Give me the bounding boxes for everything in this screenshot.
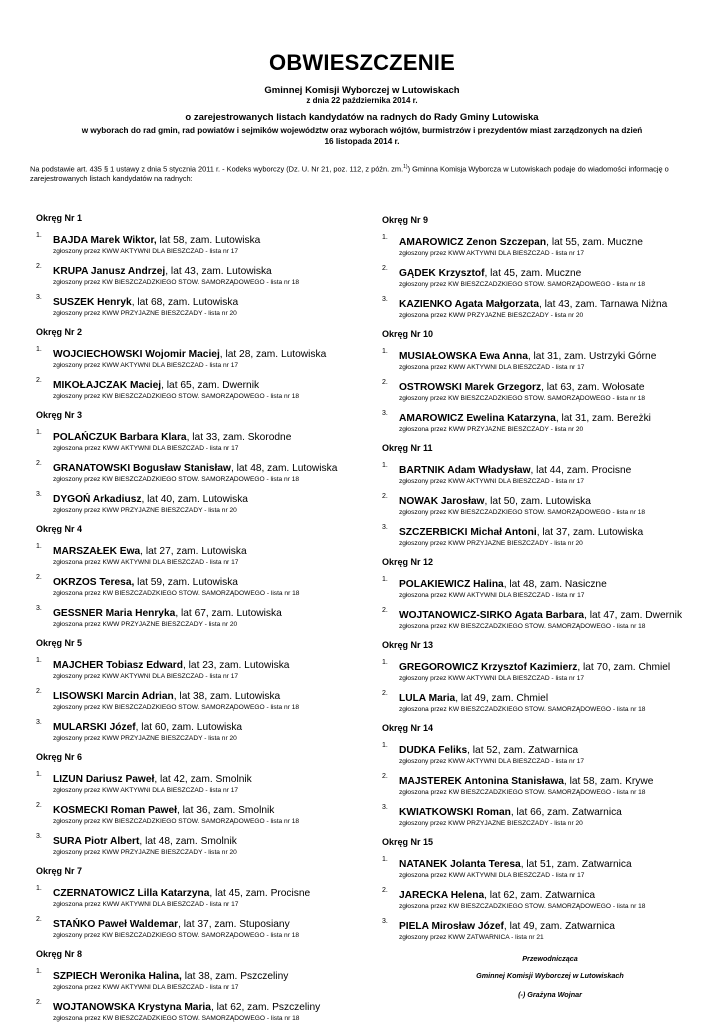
- candidate-name: GRANATOWSKI Bogusław Stanisław: [53, 463, 231, 474]
- candidate-line: [53, 348, 366, 361]
- candidate-line: [53, 690, 366, 703]
- candidate-line: [399, 692, 702, 705]
- candidate-number: 2.: [36, 460, 42, 467]
- candidate-number: 2.: [36, 688, 42, 695]
- candidate-name: KRUPA Janusz Andrzej: [53, 266, 166, 277]
- candidate-name: SZPIECH Weronika Halina,: [53, 971, 182, 982]
- candidate-list: zgłoszona przez KW BIESZCZADZKIEGO STOW. SAMORZĄDOWEGO - lista nr 18: [53, 590, 300, 597]
- candidate-number: 1.: [36, 657, 42, 664]
- candidate-entry: [382, 495, 702, 517]
- candidate-name: KAZIENKO Agata Małgorzata: [399, 299, 539, 310]
- candidate-name: BARTNIK Adam Władysław: [399, 465, 531, 476]
- candidate-number: 3.: [382, 524, 388, 531]
- candidate-list: zgłoszona przez KWW AKTYWNI DLA BIESZCZAD - lista nr 17: [53, 445, 239, 452]
- candidate-line: [53, 296, 366, 309]
- district-heading: Okręg Nr 15: [382, 837, 434, 847]
- candidate-entry: [36, 970, 366, 992]
- candidate-number: 1.: [36, 232, 42, 239]
- candidate-details: , lat 55, zam. Muczne: [546, 237, 643, 248]
- candidate-entry: [36, 773, 366, 795]
- candidate-entry: [36, 234, 366, 256]
- candidate-details: , lat 48, zam. Smolnik: [139, 836, 237, 847]
- district-block: [382, 329, 702, 434]
- candidate-number: 1.: [36, 968, 42, 975]
- candidate-details: , lat 68, zam. Lutowiska: [131, 297, 239, 308]
- footnote-marker: 1): [403, 164, 408, 170]
- candidate-list: zgłoszona przez KW BIESZCZADZKIEGO STOW. SAMORZĄDOWEGO - lista nr 18: [399, 623, 646, 630]
- candidate-list: zgłoszona przez KWW AKTYWNI DLA BIESZCZAD - lista nr 17: [53, 901, 239, 908]
- candidate-entry: [382, 692, 702, 714]
- notice-subject: o zarejestrowanych listach kandydatów na radnych do Rady Gminy Lutowiska: [185, 112, 539, 123]
- candidate-line: [399, 806, 702, 819]
- candidate-number: 2.: [382, 493, 388, 500]
- candidate-line: [399, 609, 702, 622]
- candidate-line: [53, 607, 366, 620]
- candidate-list: zgłoszony przez KW BIESZCZADZKIEGO STOW. SAMORZĄDOWEGO - lista nr 18: [53, 818, 300, 825]
- candidate-list: zgłoszona przez KWW AKTYWNI DLA BIESZCZAD - lista nr 17: [399, 364, 585, 371]
- candidate-name: DUDKA Feliks: [399, 745, 468, 756]
- candidate-entry: [382, 236, 702, 258]
- candidate-number: 1.: [382, 856, 388, 863]
- candidate-details: , lat 60, zam. Lutowiska: [135, 722, 243, 733]
- candidate-line: [53, 234, 366, 247]
- candidate-line: [53, 659, 366, 672]
- candidate-line: [53, 431, 366, 444]
- district-block: [382, 443, 702, 548]
- district-heading: Okręg Nr 14: [382, 723, 434, 733]
- candidate-list: zgłoszona przez KWW AKTYWNI DLA BIESZCZAD - lista nr 17: [399, 872, 585, 879]
- district-block: [36, 866, 366, 940]
- candidate-details: , lat 67, zam. Lutowiska: [175, 608, 282, 619]
- left-column: [36, 213, 366, 1032]
- candidate-list: zgłoszona przez KW BIESZCZADZKIEGO STOW. SAMORZĄDOWEGO - lista nr 18: [399, 706, 646, 713]
- candidate-name: POLAŃCZUK Barbara Klara: [53, 432, 187, 443]
- candidate-details: , lat 70, zam. Chmiel: [577, 662, 671, 673]
- district-heading: Okręg Nr 6: [36, 752, 83, 762]
- candidate-list: zgłoszony przez KWW AKTYWNI DLA BIESZCZAD - lista nr 17: [53, 673, 239, 680]
- candidate-list: zgłoszona przez KW BIESZCZADZKIEGO STOW. SAMORZĄDOWEGO - lista nr 18: [399, 789, 646, 796]
- candidate-number: 2.: [36, 916, 42, 923]
- candidate-list: zgłoszony przez KWW AKTYWNI DLA BIESZCZAD - lista nr 17: [399, 250, 585, 257]
- candidate-name: GĄDEK Krzysztof: [399, 268, 485, 279]
- candidate-list: zgłoszony przez KW BIESZCZADZKIEGO STOW. SAMORZĄDOWEGO - lista nr 18: [399, 509, 646, 516]
- candidate-entry: [382, 806, 702, 828]
- candidate-number: 1.: [36, 543, 42, 550]
- candidate-line: [53, 887, 366, 900]
- candidate-number: 3.: [36, 491, 42, 498]
- candidate-details: , lat 44, zam. Procisne: [530, 465, 632, 476]
- candidate-line: [53, 918, 366, 931]
- intro-text-b: ) Gminna Komisja Wyborcza w Lutowiskach podaje do wiadomości informację o zarejestrowanych listach kandydatów na radnych:: [30, 164, 669, 183]
- candidate-details: , lat 47, zam. Dwernik: [584, 610, 683, 621]
- district-heading: Okręg Nr 8: [36, 949, 83, 959]
- district-heading: Okręg Nr 13: [382, 640, 434, 650]
- candidate-name: SUSZEK Henryk: [53, 297, 132, 308]
- candidate-number: 1.: [36, 429, 42, 436]
- candidate-details: , lat 48, zam. Lutowiska: [230, 463, 338, 474]
- candidate-entry: [36, 296, 366, 318]
- district-heading: Okręg Nr 12: [382, 557, 434, 567]
- intro-paragraph: [30, 163, 700, 183]
- candidate-details: , lat 40, zam. Lutowiska: [141, 494, 248, 505]
- candidate-name: AMAROWICZ Zenon Szczepan: [399, 237, 547, 248]
- candidate-list: zgłoszony przez KWW PRZYJAZNE BIESZCZADY - lista nr 20: [399, 820, 583, 827]
- candidate-number: 2.: [36, 263, 42, 270]
- candidate-number: 3.: [36, 833, 42, 840]
- candidate-list: zgłoszona przez KWW PRZYJAZNE BIESZCZADY - lista nr 20: [53, 621, 238, 628]
- candidate-number: 1.: [382, 659, 388, 666]
- candidate-details: , lat 43, zam. Tarnawa Niżna: [539, 299, 668, 310]
- candidate-number: 1.: [382, 742, 388, 749]
- district-block: [36, 949, 366, 1023]
- candidate-details: , lat 49, zam. Chmiel: [455, 693, 549, 704]
- election-date: 16 listopada 2014 r.: [324, 137, 400, 146]
- candidate-line: [53, 462, 366, 475]
- candidate-details: , lat 62, zam. Zatwarnica: [484, 890, 596, 901]
- notice-date: z dnia 22 października 2014 r.: [306, 96, 418, 105]
- candidate-details: , lat 23, zam. Lutowiska: [183, 660, 290, 671]
- candidate-entry: [382, 350, 702, 372]
- candidate-number: 2.: [382, 379, 388, 386]
- candidate-entry: [382, 920, 702, 942]
- candidate-list: zgłoszony przez KW BIESZCZADZKIEGO STOW. SAMORZĄDOWEGO - lista nr 18: [53, 393, 300, 400]
- candidate-name: KOSMECKI Roman Paweł: [53, 805, 177, 816]
- candidate-name: NOWAK Jarosław: [399, 496, 485, 507]
- candidate-line: [399, 775, 702, 788]
- candidate-number: 1.: [382, 462, 388, 469]
- candidate-details: lat 59, zam. Lutowiska: [134, 577, 238, 588]
- candidate-entry: [382, 609, 702, 631]
- district-heading: Okręg Nr 3: [36, 410, 83, 420]
- candidate-name: STAŃKO Paweł Waldemar: [53, 919, 179, 930]
- district-block: [382, 837, 702, 942]
- candidate-name: MUSIAŁOWSKA Ewa Anna: [399, 351, 528, 362]
- candidate-details: , lat 45, zam. Procisne: [209, 888, 311, 899]
- candidate-line: [399, 381, 702, 394]
- candidate-number: 2.: [382, 773, 388, 780]
- candidate-list: zgłoszona przez KW BIESZCZADZKIEGO STOW. SAMORZĄDOWEGO - lista nr 18: [399, 903, 646, 910]
- candidate-name: MIKOŁAJCZAK Maciej: [53, 380, 162, 391]
- candidate-entry: [36, 721, 366, 743]
- candidate-entry: [36, 431, 366, 453]
- committee-name: Gminnej Komisji Wyborczej w Lutowiskach: [264, 85, 460, 96]
- candidate-entry: [36, 659, 366, 681]
- candidate-list: zgłoszony przez KWW PRZYJAZNE BIESZCZADY - lista nr 20: [53, 849, 237, 856]
- candidate-list: zgłoszony przez KW BIESZCZADZKIEGO STOW. SAMORZĄDOWEGO - lista nr 18: [53, 932, 300, 939]
- candidate-line: [399, 526, 702, 539]
- candidate-list: zgłoszony przez KW BIESZCZADZKIEGO STOW. SAMORZĄDOWEGO - lista nr 18: [53, 704, 300, 711]
- candidate-entry: [382, 412, 702, 434]
- candidate-list: zgłoszony przez KW BIESZCZADZKIEGO STOW. SAMORZĄDOWEGO - lista nr 18: [53, 279, 300, 286]
- candidate-details: , lat 33, zam. Skorodne: [186, 432, 292, 443]
- candidate-entry: [36, 576, 366, 598]
- candidate-list: zgłoszony przez KWW AKTYWNI DLA BIESZCZAD - lista nr 17: [53, 362, 239, 369]
- candidate-details: , lat 42, zam. Smolnik: [154, 774, 252, 785]
- candidate-number: 2.: [36, 802, 42, 809]
- candidate-entry: [36, 462, 366, 484]
- candidate-line: [53, 773, 366, 786]
- candidate-number: 1.: [382, 576, 388, 583]
- candidate-name: NATANEK Jolanta Teresa: [399, 859, 521, 870]
- candidate-line: [399, 889, 702, 902]
- candidate-list: zgłoszony przez KWW ZATWARNICA - lista nr 21: [399, 934, 544, 941]
- candidate-line: [399, 578, 702, 591]
- candidate-name: DYGOŃ Arkadiusz: [53, 494, 142, 505]
- candidate-entry: [382, 775, 702, 797]
- candidate-number: 1.: [382, 234, 388, 241]
- candidate-entry: [382, 744, 702, 766]
- candidate-name: WOJCIECHOWSKI Wojomir Maciej: [53, 349, 220, 360]
- candidate-details: , lat 58, zam. Krywe: [563, 776, 654, 787]
- candidate-entry: [36, 265, 366, 287]
- candidate-list: zgłoszony przez KWW AKTYWNI DLA BIESZCZAD - lista nr 17: [399, 478, 585, 485]
- candidate-line: [399, 858, 702, 871]
- candidate-list: zgłoszona przez KW BIESZCZADZKIEGO STOW. SAMORZĄDOWEGO - lista nr 18: [53, 1015, 300, 1022]
- candidate-line: [53, 970, 366, 983]
- candidate-number: 1.: [382, 348, 388, 355]
- candidate-name: BAJDA Marek Wiktor,: [53, 235, 157, 246]
- candidate-details: , lat 51, zam. Zatwarnica: [520, 859, 632, 870]
- district-block: [36, 638, 366, 743]
- district-block: [382, 215, 702, 320]
- candidate-line: [399, 464, 702, 477]
- candidate-details: , lat 48, zam. Nasiczne: [503, 579, 607, 590]
- candidate-number: 3.: [36, 294, 42, 301]
- candidate-list: zgłoszony przez KWW AKTYWNI DLA BIESZCZAD - lista nr 17: [53, 248, 239, 255]
- candidate-details: , lat 37, zam. Lutowiska: [536, 527, 644, 538]
- candidate-number: 3.: [382, 410, 388, 417]
- right-column: [382, 215, 702, 951]
- candidate-details: , lat 45, zam. Muczne: [484, 268, 582, 279]
- candidate-line: [53, 576, 366, 589]
- candidate-entry: [382, 661, 702, 683]
- candidate-entry: [382, 267, 702, 289]
- candidate-line: [399, 661, 702, 674]
- candidate-name: MARSZAŁEK Ewa: [53, 546, 141, 557]
- candidate-number: 1.: [36, 885, 42, 892]
- district-heading: Okręg Nr 11: [382, 443, 433, 453]
- candidate-entry: [36, 887, 366, 909]
- candidate-list: zgłoszony przez KW BIESZCZADZKIEGO STOW. SAMORZĄDOWEGO - lista nr 18: [399, 395, 646, 402]
- district-block: [382, 640, 702, 714]
- candidate-list: zgłoszony przez KW BIESZCZADZKIEGO STOW. SAMORZĄDOWEGO - lista nr 18: [53, 476, 300, 483]
- candidate-details: , lat 66, zam. Zatwarnica: [510, 807, 622, 818]
- candidate-name: LULA Maria: [399, 693, 456, 704]
- candidate-number: 3.: [382, 918, 388, 925]
- signature-body: Gminnej Komisji Wyborczej w Lutowiskach: [476, 971, 624, 980]
- signature-name: (-) Grażyna Wojnar: [518, 990, 582, 999]
- candidate-entry: [382, 858, 702, 880]
- candidate-number: 3.: [382, 804, 388, 811]
- candidate-list: zgłoszony przez KWW AKTYWNI DLA BIESZCZAD - lista nr 17: [53, 787, 239, 794]
- candidate-name: SZCZERBICKI Michał Antoni: [399, 527, 537, 538]
- candidate-list: zgłoszona przez KWW AKTYWNI DLA BIESZCZAD - lista nr 17: [53, 984, 239, 991]
- candidate-entry: [36, 1001, 366, 1023]
- candidate-entry: [36, 804, 366, 826]
- candidate-list: zgłoszona przez KWW AKTYWNI DLA BIESZCZAD - lista nr 17: [399, 592, 585, 599]
- candidate-details: , lat 28, zam. Lutowiska: [219, 349, 327, 360]
- district-block: [36, 327, 366, 401]
- candidate-number: 1.: [36, 771, 42, 778]
- candidate-entry: [36, 835, 366, 857]
- candidate-entry: [382, 578, 702, 600]
- candidate-list: zgłoszona przez KWW PRZYJAZNE BIESZCZADY - lista nr 20: [399, 426, 584, 433]
- candidate-list: zgłoszony przez KWW PRZYJAZNE BIESZCZADY - lista nr 20: [53, 507, 237, 514]
- candidate-number: 2.: [382, 887, 388, 894]
- candidate-line: [53, 493, 366, 506]
- candidate-name: WOJTANOWICZ-SIRKO Agata Barbara: [399, 610, 585, 621]
- candidate-name: POLAKIEWICZ Halina: [399, 579, 504, 590]
- candidate-name: CZERNATOWICZ Lilla Katarzyna: [53, 888, 210, 899]
- candidate-entry: [382, 526, 702, 548]
- candidate-name: OSTROWSKI Marek Grzegorz: [399, 382, 542, 393]
- district-heading: Okręg Nr 1: [36, 213, 83, 223]
- candidate-list: zgłoszony przez KWW PRZYJAZNE BIESZCZADY - lista nr 20: [53, 310, 237, 317]
- candidate-entry: [36, 348, 366, 370]
- candidate-number: 3.: [382, 296, 388, 303]
- candidate-number: 1.: [36, 346, 42, 353]
- candidate-number: 2.: [36, 574, 42, 581]
- candidate-line: [53, 804, 366, 817]
- candidate-name: LIZUN Dariusz Paweł: [53, 774, 155, 785]
- candidate-details: , lat 50, zam. Lutowiska: [484, 496, 591, 507]
- district-block: [36, 524, 366, 629]
- candidate-line: [53, 835, 366, 848]
- candidate-line: [399, 236, 702, 249]
- candidate-number: 3.: [36, 719, 42, 726]
- candidate-entry: [36, 379, 366, 401]
- candidate-name: PIELA Mirosław Józef: [399, 921, 504, 932]
- candidate-number: 2.: [36, 377, 42, 384]
- candidate-entry: [382, 381, 702, 403]
- candidate-details: , lat 38, zam. Lutowiska: [173, 691, 281, 702]
- candidate-number: 2.: [382, 607, 388, 614]
- candidate-name: OKRZOS Teresa,: [53, 577, 135, 588]
- candidate-name: GESSNER Maria Henryka: [53, 608, 176, 619]
- candidate-line: [399, 920, 702, 933]
- candidate-details: , lat 27, zam. Lutowiska: [140, 546, 247, 557]
- district-block: [36, 410, 366, 515]
- candidate-details: , lat 65, zam. Dwernik: [161, 380, 260, 391]
- candidate-entry: [36, 545, 366, 567]
- candidate-details: , lat 31, zam. Bereżki: [555, 413, 651, 424]
- candidate-name: LISOWSKI Marcin Adrian: [53, 691, 174, 702]
- signature-role: Przewodnicząca: [522, 954, 578, 963]
- elections-line: w wyborach do rad gmin, rad powiatów i sejmików województw oraz wyborach wójtów, burmistrzów i prezydentów miast zarządzonych na dzień: [81, 126, 643, 135]
- district-block: [382, 557, 702, 631]
- candidate-line: [53, 721, 366, 734]
- candidate-name: MAJSTEREK Antonina Stanisława: [399, 776, 564, 787]
- district-heading: Okręg Nr 7: [36, 866, 83, 876]
- candidate-line: [53, 1001, 366, 1014]
- candidate-name: JARECKA Helena: [399, 890, 485, 901]
- candidate-line: [399, 298, 702, 311]
- candidate-name: GREGOROWICZ Krzysztof Kazimierz: [399, 662, 578, 673]
- candidate-number: 2.: [382, 265, 388, 272]
- candidate-list: zgłoszony przez KWW AKTYWNI DLA BIESZCZAD - lista nr 17: [399, 675, 585, 682]
- candidate-name: MULARSKI Józef: [53, 722, 136, 733]
- district-heading: Okręg Nr 4: [36, 524, 83, 534]
- candidate-line: [53, 265, 366, 278]
- candidate-list: zgłoszony przez KW BIESZCZADZKIEGO STOW. SAMORZĄDOWEGO - lista nr 18: [399, 281, 646, 288]
- candidate-line: [399, 495, 702, 508]
- candidate-entry: [36, 690, 366, 712]
- page-title: OBWIESZCZENIE: [269, 50, 455, 75]
- candidate-number: 3.: [36, 605, 42, 612]
- district-block: [36, 213, 366, 318]
- candidate-entry: [36, 607, 366, 629]
- candidate-list: zgłoszony przez KWW PRZYJAZNE BIESZCZADY - lista nr 20: [399, 540, 583, 547]
- candidate-details: , lat 49, zam. Zatwarnica: [503, 921, 615, 932]
- district-heading: Okręg Nr 9: [382, 215, 429, 225]
- intro-text-a: Na podstawie art. 435 § 1 ustawy z dnia 5 stycznia 2011 r. - Kodeks wyborczy (Dz. U. Nr 21, poz. 112, z późn. zm.: [30, 164, 404, 174]
- candidate-details: , lat 37, zam. Stuposiany: [178, 919, 290, 930]
- candidate-details: lat 38, zam. Pszczeliny: [181, 971, 289, 982]
- candidate-line: [399, 744, 702, 757]
- candidate-name: WOJTANOWSKA Krystyna Maria: [53, 1002, 211, 1013]
- candidate-list: zgłoszona przez KWW AKTYWNI DLA BIESZCZAD - lista nr 17: [53, 559, 239, 566]
- candidate-name: MAJCHER Tobiasz Edward: [53, 660, 183, 671]
- district-heading: Okręg Nr 2: [36, 327, 83, 337]
- candidate-list: zgłoszony przez KWW PRZYJAZNE BIESZCZADY - lista nr 20: [53, 735, 237, 742]
- candidate-entry: [382, 298, 702, 320]
- candidate-line: [399, 350, 702, 363]
- candidate-details: , lat 52, zam. Zatwarnica: [467, 745, 579, 756]
- candidate-entry: [36, 493, 366, 515]
- candidate-line: [399, 412, 702, 425]
- candidate-details: , lat 31, zam. Ustrzyki Górne: [527, 351, 657, 362]
- candidate-details: , lat 43, zam. Lutowiska: [165, 266, 272, 277]
- candidate-name: SURA Piotr Albert: [53, 836, 140, 847]
- candidate-details: , lat 62, zam. Pszczeliny: [210, 1002, 321, 1013]
- district-heading: Okręg Nr 5: [36, 638, 83, 648]
- candidate-number: 2.: [36, 999, 42, 1006]
- candidate-entry: [382, 464, 702, 486]
- district-heading: Okręg Nr 10: [382, 329, 434, 339]
- candidate-list: zgłoszony przez KWW AKTYWNI DLA BIESZCZAD - lista nr 17: [399, 758, 585, 765]
- district-block: [36, 752, 366, 857]
- candidate-line: [399, 267, 702, 280]
- candidate-name: AMAROWICZ Ewelina Katarzyna: [399, 413, 556, 424]
- candidate-details: lat 58, zam. Lutowiska: [156, 235, 261, 246]
- candidate-number: 2.: [382, 690, 388, 697]
- candidate-name: KWIATKOWSKI Roman: [399, 807, 511, 818]
- candidate-details: , lat 63, zam. Wołosate: [541, 382, 645, 393]
- district-block: [382, 723, 702, 828]
- candidate-line: [53, 545, 366, 558]
- candidate-entry: [382, 889, 702, 911]
- candidate-line: [53, 379, 366, 392]
- candidate-entry: [36, 918, 366, 940]
- candidate-list: zgłoszona przez KWW PRZYJAZNE BIESZCZADY - lista nr 20: [399, 312, 584, 319]
- candidate-details: , lat 36, zam. Smolnik: [176, 805, 275, 816]
